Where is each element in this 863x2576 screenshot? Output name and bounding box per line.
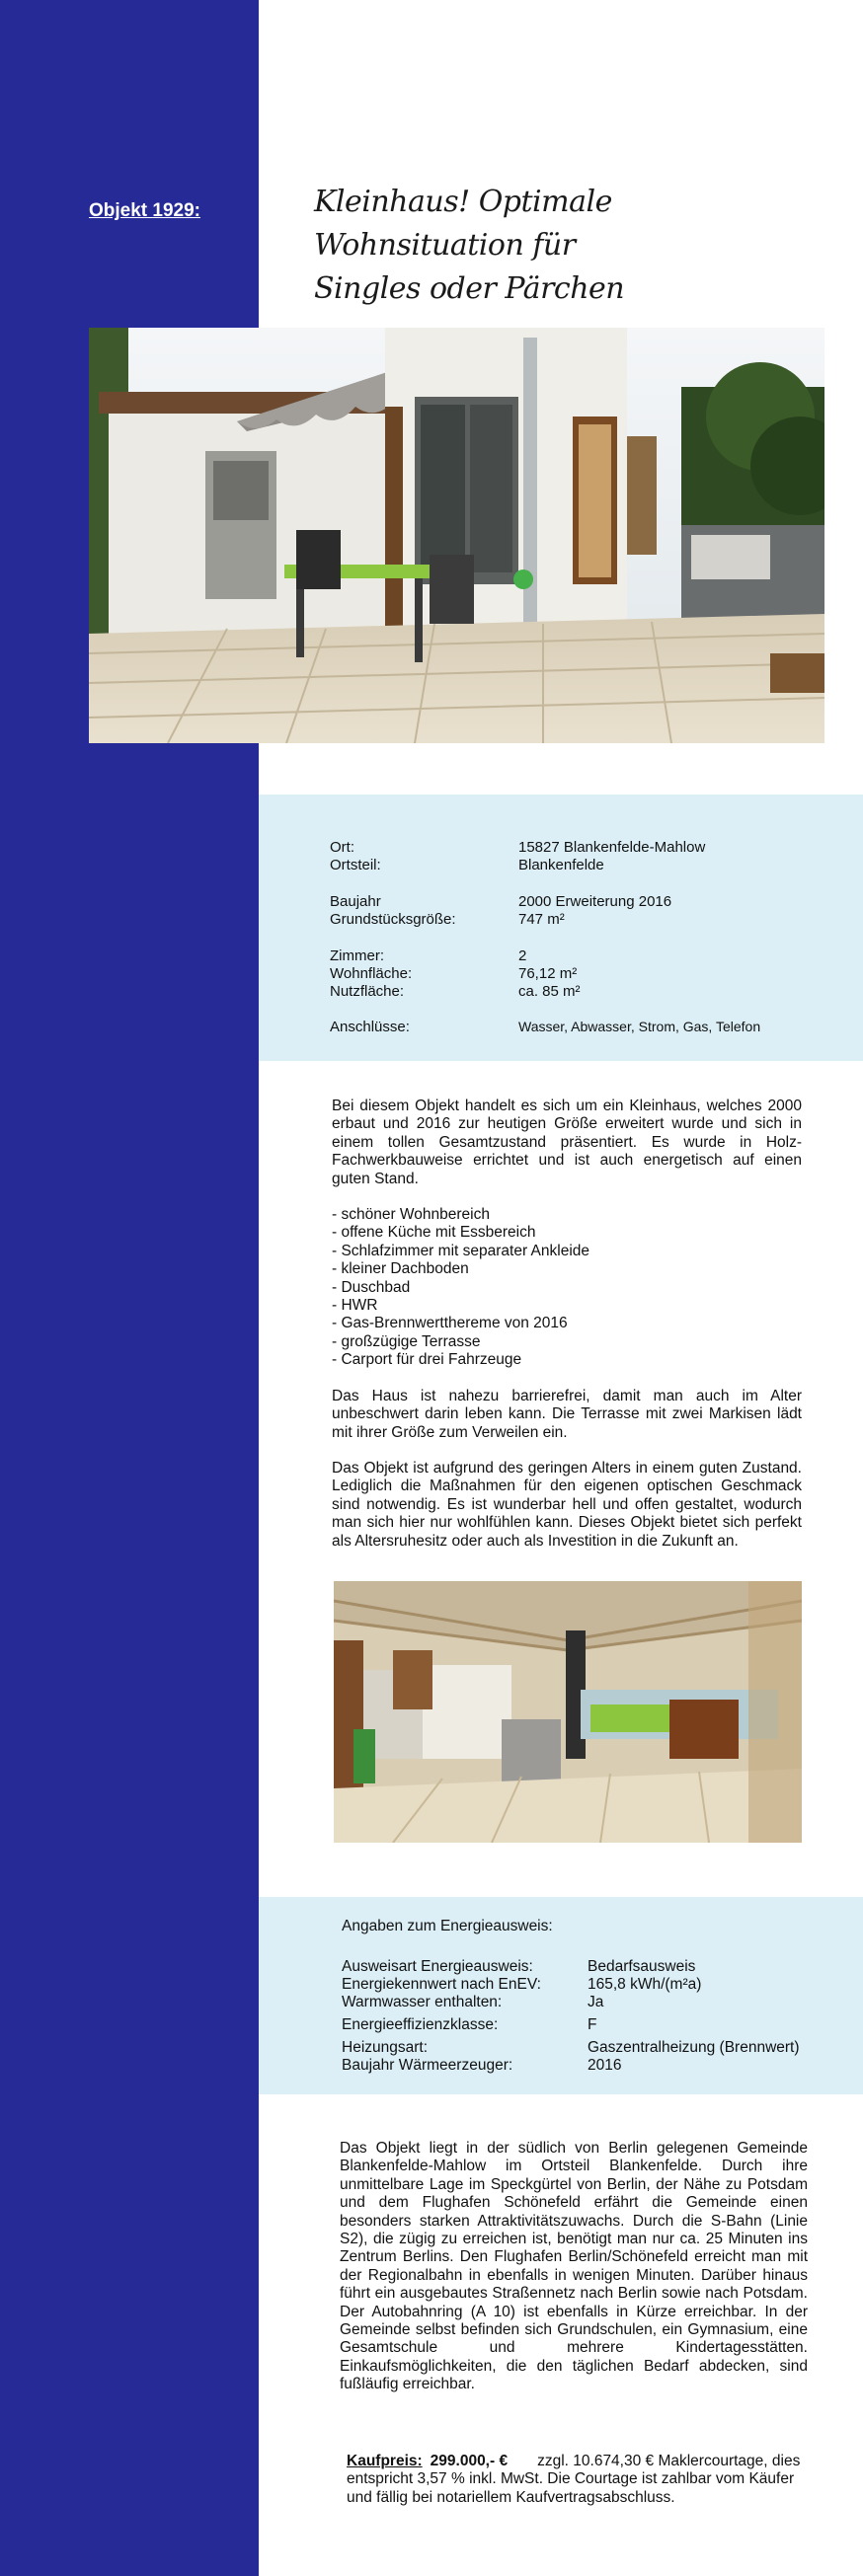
feature-item: - Carport für drei Fahrzeuge [332, 1351, 522, 1369]
price-section [347, 2453, 817, 2507]
description-paragraph: Das Haus ist nahezu barrierefrei, damit man auch im Alter unbeschwert darin leben kann. Die Terrasse mit zwei Markisen lädt mit ihrer Größe zum Verweilen ein. [332, 1387, 802, 1441]
object-number-label: Objekt 1929: [89, 200, 200, 221]
feature-item: - großzügige Terrasse [332, 1332, 481, 1350]
fact-value: 76,12 m² [518, 965, 578, 982]
energy-value: Ja [588, 1994, 604, 2010]
fact-value: 747 m² [518, 911, 565, 928]
energy-label: Baujahr Wärmeerzeuger: [342, 2057, 513, 2074]
fact-value: Blankenfelde [518, 857, 604, 873]
fact-label: Baujahr [330, 893, 381, 910]
energy-label: Energieeffizienzklasse: [342, 2016, 499, 2033]
fact-value: ca. 85 m² [518, 983, 581, 1000]
fact-label: Anschlüsse: [330, 1019, 410, 1035]
feature-item: - Gas-Brennwertthereme von 2016 [332, 1315, 568, 1332]
fact-value: Wasser, Abwasser, Strom, Gas, Telefon [518, 1019, 761, 1034]
energy-value: Gaszentralheizung (Brennwert) [588, 2039, 800, 2056]
price-label: Kaufpreis: [347, 2453, 423, 2469]
price-value: 299.000,- € [430, 2453, 509, 2469]
fact-value: 2 [518, 947, 527, 964]
energy-value: 165,8 kWh/(m²a) [588, 1976, 702, 1993]
energy-label: Ausweisart Energieausweis: [342, 1958, 533, 1975]
energy-title: Angaben zum Energieausweis: [342, 1918, 553, 1934]
price-commission: zzgl. 10.674,30 € Maklercourtage, dies entspricht 3,57 % inkl. MwSt. Die Courtage ist zahlbar vom Käufer und fällig bei notariellem Kaufvertragsabschluss. [347, 2453, 801, 2506]
feature-item: - Duschbad [332, 1278, 411, 1296]
description-paragraph: Das Objekt ist aufgrund des geringen Alters in einem guten Zustand. Lediglich die Maßnahmen für den eigenen optischen Geschmack sind notwendig. Es ist wunderbar hell und offen gestaltet, wodurch man sich hier nur wohlfühlen kann. Dieses Objekt bietet sich perfekt als Altersruhesitz oder auch als Investition in die Zukunft an. [332, 1459, 802, 1550]
energy-value: F [588, 2016, 597, 2033]
feature-item: - offene Küche mit Essbereich [332, 1224, 536, 1242]
page-title [314, 181, 827, 311]
fact-label: Ort: [330, 839, 354, 856]
energy-value: 2016 [588, 2057, 622, 2074]
feature-item: - kleiner Dachboden [332, 1260, 469, 1278]
feature-item: - Schlafzimmer mit separater Ankleide [332, 1242, 590, 1259]
fact-label: Grundstücksgröße: [330, 911, 456, 928]
energy-label: Energiekennwert nach EnEV: [342, 1976, 541, 1993]
fact-label: Ortsteil: [330, 857, 381, 873]
feature-item: - HWR [332, 1297, 378, 1315]
feature-list [332, 1206, 802, 1370]
fact-label: Wohnfläche: [330, 965, 413, 982]
house-exterior-photo [89, 328, 824, 743]
energy-value: Bedarfsausweis [588, 1958, 696, 1975]
location-description: Das Objekt liegt in der südlich von Berlin gelegenen Gemeinde Blankenfelde-Mahlow im Ortsteil Blankenfelde. Durch ihre unmittelbare Lage im Speckgürtel von Berlin, der Nähe zu Potsdam und dem Flughafen Schönefeld erfährt die Gemeinde einen besonders starken Attraktivitätszuwachs. Durch die S-Bahn (Linie S2), die zügig zu erreichen ist, benötigt man nur ca. 25 Minuten ins Zentrum Berlins. Den Flughafen Berlin/Schönefeld erreicht man mit der Regionalbahn in ebenfalls in wenigen Minuten. Darüber hinaus führt ein ausgebautes Straßennetz nach Berlin sowie nach Potsdam. Der Autobahnring (A 10) ist ebenfalls in Kürze erreichbar. In der Gemeinde selbst befinden sich Grundschulen, ein Gymnasium, eine Gesamtschule und mehrere Kindertagesstätten. Einkaufsmöglichkeiten, die den täglichen Bedarf abdecken, sind fußläufig erreichbar. [340, 2140, 808, 2393]
fact-value: 15827 Blankenfelde-Mahlow [518, 839, 706, 856]
energy-label: Warmwasser enthalten: [342, 1994, 503, 2010]
fact-value: 2000 Erweiterung 2016 [518, 893, 672, 910]
fact-label: Zimmer: [330, 947, 384, 964]
description [332, 1098, 802, 1568]
interior-photo [334, 1581, 802, 1843]
title-line-1: Kleinhaus! Optimale Wohnsituation für [314, 185, 612, 263]
title-line-2: Singles oder Pärchen [314, 271, 625, 306]
energy-label: Heizungsart: [342, 2039, 429, 2056]
fact-label: Nutzfläche: [330, 983, 405, 1000]
feature-item: - schöner Wohnbereich [332, 1206, 490, 1224]
description-intro: Bei diesem Objekt handelt es sich um ein Kleinhaus, welches 2000 erbaut und 2016 zur heutigen Größe erweitert wurde und sich in einem tollen Gesamtzustand präsentiert. Es wurde in Holz-Fachwerkbauweise errichtet und ist auch energetisch auf einen guten Stand. [332, 1098, 802, 1187]
